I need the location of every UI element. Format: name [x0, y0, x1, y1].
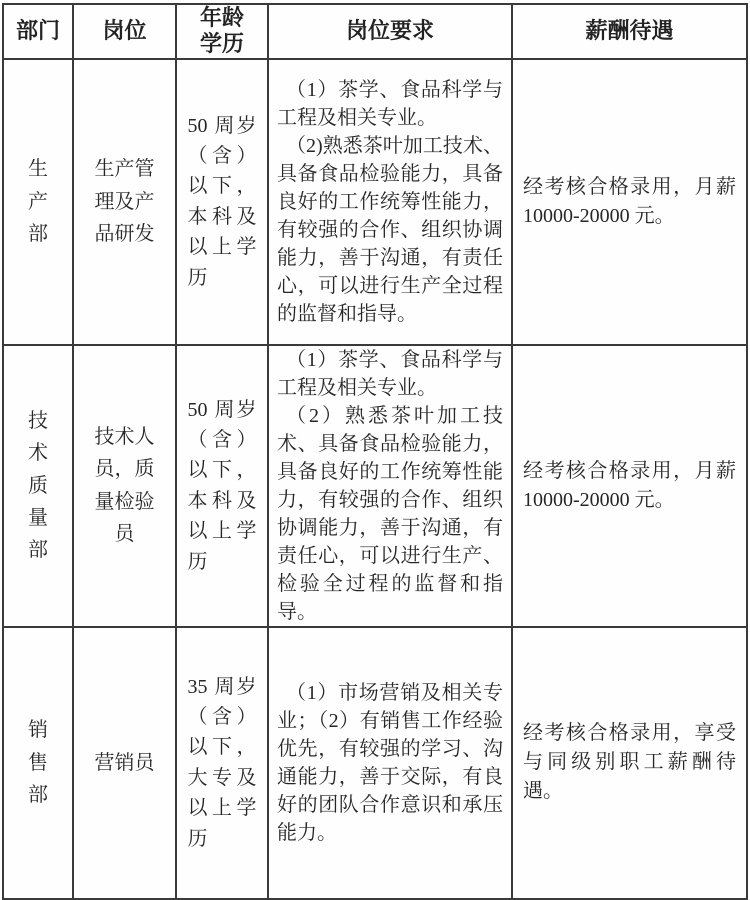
recruitment-table	[2, 3, 748, 900]
col-header-department	[3, 4, 73, 59]
requirements-cell	[268, 627, 512, 899]
position-cell	[73, 345, 176, 627]
col-header-age-education-label: 年龄学历	[199, 5, 244, 57]
salary-text: 经考核合格录用，月薪 10000-20000 元。	[523, 175, 736, 227]
age-education-cell	[176, 59, 268, 345]
salary-text: 经考核合格录用，享受与同级别职工薪酬待遇。	[523, 722, 736, 803]
col-header-requirements	[268, 4, 512, 59]
col-header-department-label: 部门	[15, 18, 60, 44]
requirement-paragraph: （1）茶学、食品科学与工程及相关专业。	[277, 78, 503, 129]
age-education-text: 50 周岁（含）以下，本科及以上学历	[187, 398, 257, 573]
requirements-text	[269, 679, 511, 847]
requirements-text	[269, 76, 511, 328]
col-header-position	[73, 4, 176, 59]
requirements-text	[269, 346, 511, 626]
position-cell	[73, 59, 176, 345]
requirements-cell	[268, 59, 512, 345]
salary-cell	[512, 59, 747, 345]
department-cell	[3, 59, 73, 345]
requirement-paragraph: （1）市场营销及相关专业；（2）有销售工作经验优先，有较强的学习、沟通能力，善于交际，有良好的团队合作意识和承压能力。	[277, 681, 503, 844]
col-header-requirements-label: 岗位要求	[345, 18, 434, 44]
position-text: 营销员	[94, 751, 155, 774]
age-education-cell	[176, 627, 268, 899]
department-cell	[3, 345, 73, 627]
department-text: 销售部	[28, 719, 48, 806]
salary-cell	[512, 627, 747, 899]
requirement-paragraph: （2）熟悉茶叶加工技术、具备食品检验能力，具备良好的工作统筹性能力，有较强的合作、组织协调能力，善于沟通，有责任心，可以进行生产、检验全过程的监督和指导。	[277, 404, 503, 623]
requirement-paragraph: （2)熟悉茶叶加工技术、具备食品检验能力，具备良好的工作统筹性能力，有较强的合作、组织协调能力，善于沟通，有责任心，可以进行生产全过程的监督和指导。	[277, 134, 503, 325]
department-text: 技术质量部	[28, 409, 48, 562]
salary-cell	[512, 345, 747, 627]
requirement-paragraph: （1）茶学、食品科学与工程及相关专业。	[277, 348, 503, 399]
col-header-salary-label: 薪酬待遇	[585, 18, 674, 44]
col-header-age-education	[176, 4, 268, 59]
position-text: 技术人员，质量检验员	[94, 426, 155, 546]
col-header-position-label: 岗位	[102, 18, 147, 44]
table-row-production	[3, 59, 747, 345]
table-row-tech-quality	[3, 345, 747, 627]
department-text: 生产部	[28, 158, 48, 245]
col-header-salary	[512, 4, 747, 59]
table-header-row	[3, 4, 747, 59]
requirements-cell	[268, 345, 512, 627]
age-education-cell	[176, 345, 268, 627]
position-cell	[73, 627, 176, 899]
salary-text: 经考核合格录用，月薪 10000-20000 元。	[523, 459, 736, 511]
department-cell	[3, 627, 73, 899]
age-education-text: 35 周岁（含）以下，大专及以上学历	[187, 675, 257, 850]
position-text: 生产管理及产品研发	[94, 158, 155, 245]
age-education-text: 50 周岁（含）以下，本科及以上学历	[187, 114, 257, 289]
table-row-sales	[3, 627, 747, 899]
